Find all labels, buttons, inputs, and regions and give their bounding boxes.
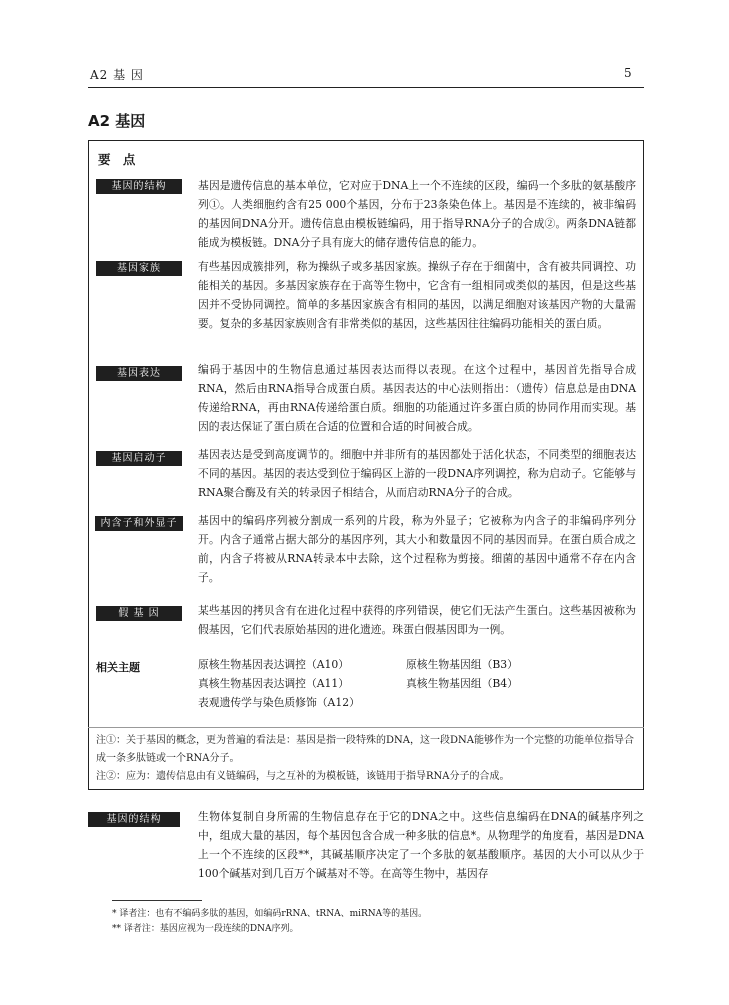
paragraph-gene-structure: 基因是遗传信息的基本单位，它对应于DNA上一个不连续的区段，编码一个多肽的氨基酸序列①。人类细胞约含有25 000个基因，分布于23条染色体上。基因是不连续的，被非编码的基因间DNA分开。遗传信息由模板链编码，用于指导RNA分子的合成②。两条DNA链都能成为模板链。DNA分子具有庞大的储存遗传信息的能力。: [198, 179, 636, 249]
related-topics-title: 相关主题: [96, 661, 140, 674]
footnote-rule: [112, 900, 202, 901]
tag-gene-family: 基因家族: [96, 261, 182, 276]
key-points-title: 要 点: [98, 152, 140, 167]
paragraph-introns-exons: 基因中的编码序列被分割成一系列的片段，称为外显子；它被称为内含子的非编码序列分开。内含子通常占据大部分的基因序列，其大小和数量因不同的基因而异。在蛋白质合成之前，内含子将被从RNA转录本中去除，这个过程称为剪接。细菌的基因中通常不存在内含子。: [198, 514, 636, 584]
tag-pseudogene: 假 基 因: [96, 606, 182, 621]
tag-gene-promoter: 基因启动子: [96, 451, 182, 466]
paragraph-gene-expression: 编码于基因中的生物信息通过基因表达而得以表现。在这个过程中，基因首先指导合成RNA，然后由RNA指导合成蛋白质。基因表达的中心法则指出：（遗传）信息总是由DNA传递给RNA，再由RNA传递给蛋白质。细胞的功能通过许多蛋白质的协同作用而实现。基因的表达保证了蛋白质在合适的位置和合适的时间被合成。: [198, 363, 636, 433]
page-number: 5: [624, 66, 632, 80]
paragraph-pseudogene: 某些基因的拷贝含有在进化过程中获得的序列错误，使它们无法产生蛋白。这些基因被称为假基因，它们代表原始基因的进化遗迹。珠蛋白假基因即为一例。: [198, 604, 636, 636]
tag-introns-exons: 内含子和外显子: [95, 516, 183, 531]
tag-gene-expression: 基因表达: [96, 366, 182, 381]
paragraph-body-gene-structure: 生物体复制自身所需的生物信息存在于它的DNA之中。这些信息编码在DNA的碱基序列之中，组成大量的基因，每个基因包含合成一种多肽的信息*。从物理学的角度看，基因是DNA上一个不连续的区段**，其碱基顺序决定了一个多肽的氨基酸顺序。基因的大小可以从少于100个碱基对到几百万个碱基对不等。在高等生物中，基因存: [198, 810, 644, 880]
related-topic-a12: 表观遗传学与染色质修饰（A12）: [198, 696, 360, 709]
related-topic-b4: 真核生物基因组（B4）: [406, 677, 518, 690]
note-2: 注②：应为：遗传信息由有义链编码，与之互补的为模板链，该链用于指导RNA分子的合成。: [96, 771, 510, 782]
note-1: 注①：关于基因的概念，更为普遍的看法是：基因是指一段特殊的DNA，这一段DNA能够作为一个完整的功能单位指导合成一条多肽链或一个RNA分子。: [96, 735, 634, 764]
running-header-chapter: A2 基 因: [90, 68, 144, 82]
paragraph-gene-promoter: 基因表达是受到高度调节的。细胞中并非所有的基因都处于活化状态，不同类型的细胞表达不同的基因。基因的表达受到位于编码区上游的一段DNA序列调控，称为启动子。它能够与RNA聚合酶及有关的转录因子相结合，从而启动RNA分子的合成。: [198, 448, 636, 499]
related-topic-a10: 原核生物基因表达调控（A10）: [198, 658, 350, 671]
header-rule: [88, 87, 644, 88]
tag-body-gene-structure: 基因的结构: [88, 812, 180, 827]
paragraph-gene-family: 有些基因成簇排列，称为操纵子或多基因家族。操纵子存在于细菌中，含有被共同调控、功能相关的基因。多基因家族存在于高等生物中，它含有一组相同或类似的基因，但是这些基因并不受协同调控。简单的多基因家族含有相同的基因，以满足细胞对该基因产物的大量需要。复杂的多基因家族则含有非常类似的基因，这些基因往往编码功能相关的蛋白质。: [198, 260, 636, 330]
tag-gene-structure: 基因的结构: [96, 179, 182, 194]
related-topic-b3: 原核生物基因组（B3）: [406, 658, 518, 671]
footnote-2: ** 译者注：基因应视为一段连续的DNA序列。: [112, 924, 299, 934]
footnote-1: * 译者注：也有不编码多肽的基因，如编码rRNA、tRNA、miRNA等的基因。: [112, 909, 428, 919]
notes-divider: [88, 727, 644, 728]
related-topic-a11: 真核生物基因表达调控（A11）: [198, 677, 350, 690]
section-title: A2 基因: [88, 112, 146, 130]
